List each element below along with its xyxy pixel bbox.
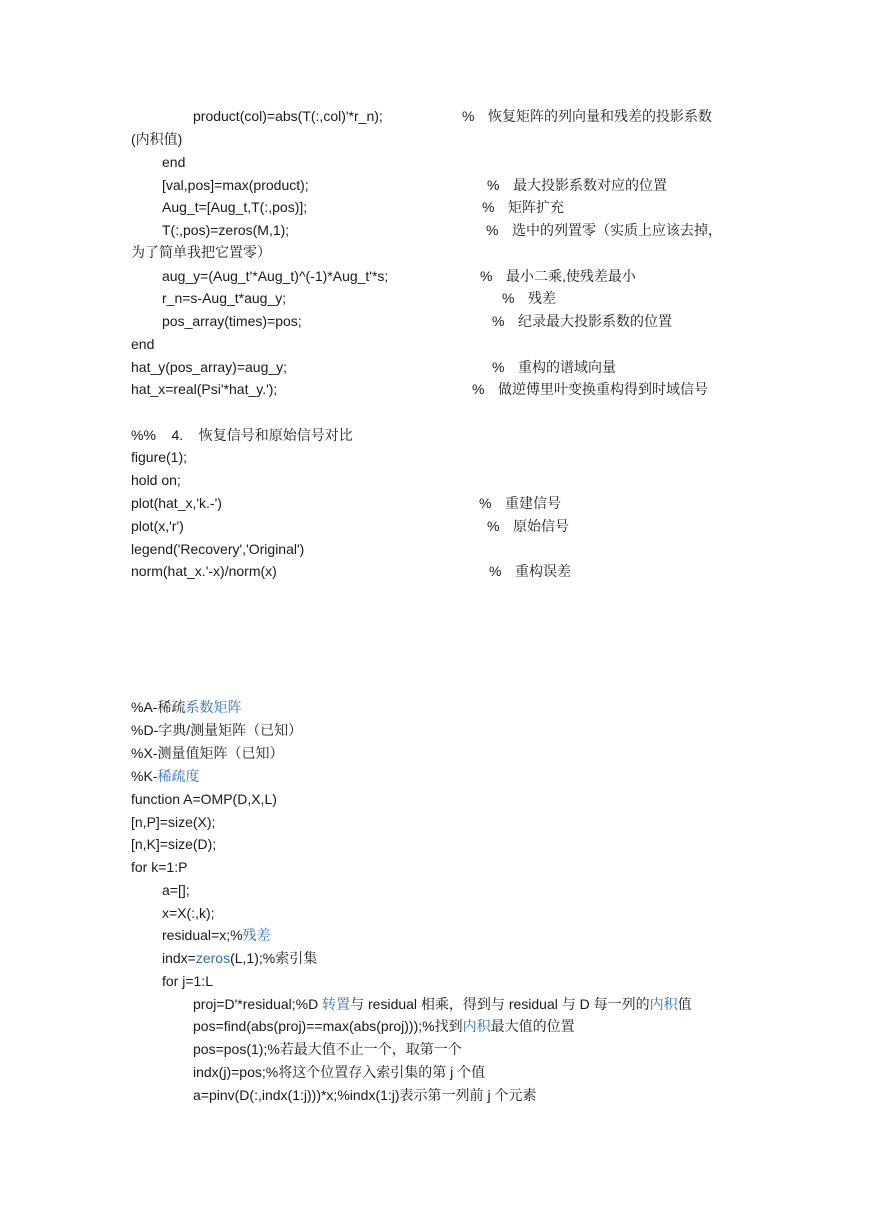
code-text: proj=D'*residual;%D xyxy=(193,996,323,1012)
code-line xyxy=(193,995,692,1013)
percent-sign: % xyxy=(482,199,495,215)
comment-text: 恢复矩阵的列向量和残差的投影系数 xyxy=(488,108,712,124)
code-line xyxy=(193,1017,575,1035)
code-line: hold on; xyxy=(131,472,181,488)
percent-sign: % xyxy=(480,268,493,284)
keyword-link[interactable]: 稀疏度 xyxy=(157,768,200,784)
code-line: pos=pos(1);%若最大值不止一个，取第一个 xyxy=(193,1041,462,1057)
comment-text: 纪录最大投影系数的位置 xyxy=(518,313,672,329)
comment-text: 原始信号 xyxy=(513,518,569,534)
percent-sign: % xyxy=(489,563,502,579)
code-text: pos=find(abs(proj)==max(abs(proj)));%找到 xyxy=(193,1018,463,1034)
code-line: r_n=s-Aug_t*aug_y; xyxy=(162,290,287,306)
code-line: indx(j)=pos;%将这个位置存入索引集的第 j 个值 xyxy=(193,1064,486,1080)
code-line: norm(hat_x.'-x)/norm(x) xyxy=(131,563,277,579)
comment-text: 重建信号 xyxy=(505,495,561,511)
code-text: 值 xyxy=(677,996,692,1012)
code-line: plot(hat_x,'k.-') xyxy=(131,495,222,511)
keyword-link[interactable]: 系数矩阵 xyxy=(185,699,242,715)
keyword-link[interactable]: 内积 xyxy=(649,996,678,1012)
percent-sign: % xyxy=(486,222,499,238)
code-line xyxy=(162,949,317,967)
comment-text: 最小二乘,使残差最小 xyxy=(506,268,636,284)
percent-sign: % xyxy=(479,495,492,511)
code-text: (L,1);%索引集 xyxy=(230,950,318,966)
code-line: Aug_t=[Aug_t,T(:,pos)]; xyxy=(162,199,308,215)
code-comment xyxy=(492,358,616,376)
code-line: T(:,pos)=zeros(M,1); xyxy=(162,222,290,238)
code-line: a=[]; xyxy=(162,882,190,898)
code-line: [n,P]=size(X); xyxy=(131,814,216,830)
code-line: a=pinv(D(:,indx(1:j)))*x;%indx(1:j)表示第一列前 j 个元素 xyxy=(193,1087,537,1103)
code-line: pos_array(times)=pos; xyxy=(162,313,302,329)
percent-sign: % xyxy=(487,518,500,534)
keyword-link[interactable]: 转置 xyxy=(322,996,351,1012)
section-heading: %% 4. 恢复信号和原始信号对比 xyxy=(131,427,353,443)
code-line: x=X(:,k); xyxy=(162,905,215,921)
comment-line: %X-测量值矩阵（已知） xyxy=(131,745,284,761)
code-line: end xyxy=(162,154,186,170)
comment-text: 最大投影系数对应的位置 xyxy=(513,177,667,193)
code-line: hat_y(pos_array)=aug_y; xyxy=(131,359,288,375)
comment-line xyxy=(131,698,241,716)
code-comment xyxy=(462,107,712,125)
code-line: hat_x=real(Psi'*hat_y.'); xyxy=(131,381,278,397)
comment-line: %D-字典/测量矩阵（已知） xyxy=(131,722,303,738)
code-comment xyxy=(472,380,708,398)
code-comment xyxy=(482,198,564,216)
code-comment xyxy=(486,221,722,239)
code-line xyxy=(162,926,271,944)
code-comment xyxy=(487,176,667,194)
code-line: for k=1:P xyxy=(131,859,188,875)
code-comment xyxy=(502,289,556,307)
comment-text: 重构误差 xyxy=(515,563,571,579)
comment-text: 重构的谱域向量 xyxy=(518,359,616,375)
percent-sign: % xyxy=(502,290,515,306)
code-line: for j=1:L xyxy=(162,973,213,989)
code-line: legend('Recovery','Original') xyxy=(131,541,305,557)
code-comment xyxy=(489,562,571,580)
comment-text: 做逆傅里叶变换重构得到时域信号 xyxy=(498,381,708,397)
percent-sign: % xyxy=(472,381,485,397)
code-comment xyxy=(492,312,672,330)
code-line: [val,pos]=max(product); xyxy=(162,177,309,193)
percent-sign: % xyxy=(492,313,505,329)
percent-sign: % xyxy=(462,108,475,124)
comment-text: %K- xyxy=(131,768,158,784)
code-line: [n,K]=size(D); xyxy=(131,836,217,852)
code-comment xyxy=(479,494,561,512)
code-line: figure(1); xyxy=(131,449,188,465)
keyword-link[interactable]: 内积 xyxy=(462,1018,491,1034)
comment-text: 矩阵扩充 xyxy=(508,199,564,215)
code-text: residual=x;% xyxy=(162,927,243,943)
code-line: (内积值) xyxy=(131,131,183,147)
code-line: aug_y=(Aug_t'*Aug_t)^(-1)*Aug_t'*s; xyxy=(162,268,389,284)
comment-text: 残差 xyxy=(528,290,556,306)
code-text: 最大值的位置 xyxy=(490,1018,575,1034)
code-line: function A=OMP(D,X,L) xyxy=(131,791,277,807)
code-comment xyxy=(480,267,636,285)
percent-sign: % xyxy=(487,177,500,193)
comment-text: %A-稀疏 xyxy=(131,699,186,715)
code-line: 为了简单我把它置零） xyxy=(131,244,271,260)
code-line: plot(x,'r') xyxy=(131,518,184,534)
code-text: 与 residual 相乘，得到与 residual 与 D 每一列的 xyxy=(350,996,650,1012)
comment-line xyxy=(131,767,199,785)
comment-text: 选中的列置零（实质上应该去掉， xyxy=(512,222,722,238)
percent-sign: % xyxy=(492,359,505,375)
code-comment xyxy=(487,517,569,535)
code-text: indx= xyxy=(162,950,196,966)
code-line: product(col)=abs(T(:,col)'*r_n); xyxy=(193,108,383,124)
keyword-link[interactable]: 残差 xyxy=(242,927,271,943)
code-line: end xyxy=(131,336,155,352)
keyword-link[interactable]: zeros xyxy=(195,950,231,966)
